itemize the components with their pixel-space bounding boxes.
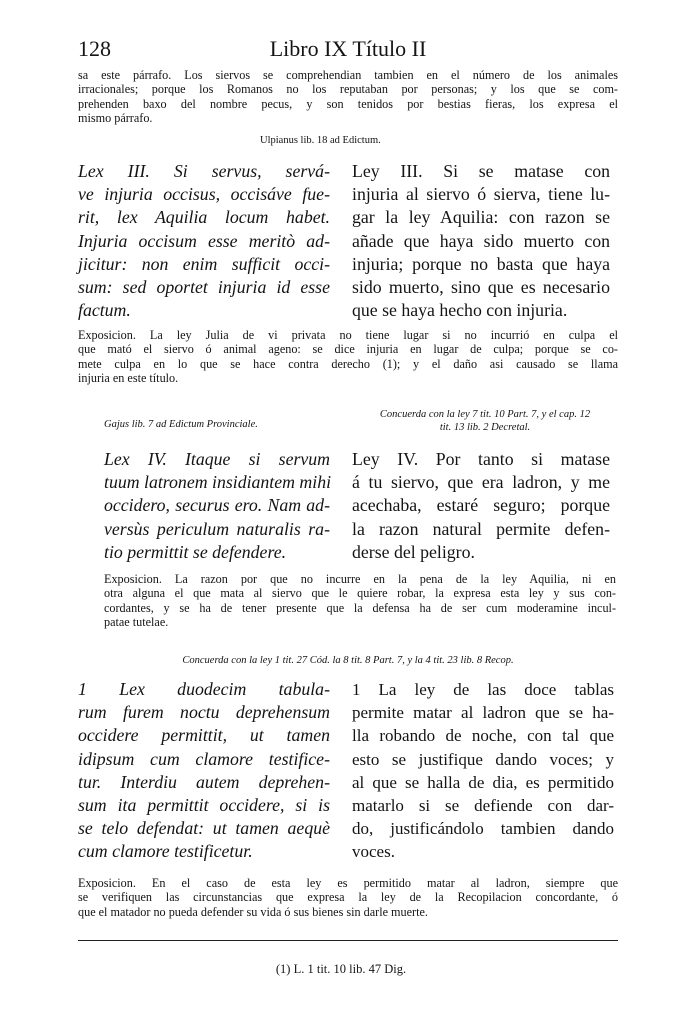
spanish-line: do, justificándolo tambien dando [352, 819, 614, 839]
ley-3-spanish [352, 160, 610, 322]
spanish-line: gar la ley Aquilia: con razon se [352, 207, 610, 228]
spanish-line: 1 La ley de las doce tablas [352, 680, 614, 699]
latin-line: ve injuria occisus, occisáve fue- [78, 184, 330, 205]
latin-line: versùs periculum naturalis ra- [104, 518, 330, 539]
running-title: Libro IX Título II [269, 36, 427, 61]
latin-line: occidero, securus ero. Nam ad- [104, 495, 330, 516]
paragraph-1-latin [78, 678, 330, 864]
concuerda-line: Concuerda con la ley 7 tit. 10 Part. 7, y el cap. 12 [379, 409, 591, 420]
latin-line: se telo defendat: ut tamen aequè [78, 818, 330, 839]
intro-line: irracionales; porque los Romanos no los reputaban por personas; y los que se com- [78, 82, 618, 97]
citation-ulpianus: Ulpianus lib. 18 ad Edictum. [260, 135, 381, 146]
spanish-line: voces. [352, 842, 395, 862]
exposicion-line: injuria en este título. [78, 371, 179, 386]
exposicion-line: que mató el siervo ó animal ageno: se dice injuria en lugar de culpa; porque se co- [78, 342, 618, 357]
latin-line: rum furem noctu deprehensum [78, 702, 330, 723]
exposicion-line: Exposicion. En el caso de esta ley es permitido matar al ladron, siempre que [78, 876, 618, 890]
paragraph-1-spanish [352, 678, 614, 864]
citation-gajus: Gajus lib. 7 ad Edictum Provinciale. [104, 419, 258, 430]
latin-line: Lex III. Si servus, servá- [78, 161, 330, 181]
spanish-line: añade que haya sido muerto con [352, 230, 610, 251]
spanish-line: esto se justifique dando voces; y [352, 749, 614, 769]
footnote: (1) L. 1 tit. 10 lib. 47 Dig. [275, 962, 407, 976]
spanish-line: acechaba, estaré seguro; porque [352, 495, 610, 516]
latin-line: rit, lex Aquilia locum habet. [78, 207, 330, 228]
intro-paragraph [78, 68, 618, 126]
intro-line: mismo párrafo. [78, 111, 153, 126]
spanish-line: Ley IV. Por tanto si matase [352, 449, 610, 469]
spanish-line: lla robando de noche, con tal que [352, 726, 614, 746]
citation-concuerda-1 [352, 408, 618, 434]
latin-line: tuum latronem insidiantem mihi [104, 472, 332, 493]
latin-line: sum ita permittit occidere, si is [78, 795, 330, 816]
latin-line: idipsum cum clamore testifice- [78, 748, 330, 769]
latin-line: occidere permittit, ut tamen [78, 725, 330, 746]
latin-line: cum clamore testificetur. [78, 841, 253, 862]
spanish-line: á tu siervo, que era ladron, y me [352, 472, 610, 493]
spanish-line: la razon natural permite defen- [352, 518, 610, 539]
latin-line: Injuria occisum esse meritò ad- [78, 230, 330, 251]
exposicion-line: Exposicion. La razon por que no incurre en la pena de la ley Aquilia, ni en [104, 572, 616, 586]
exposicion-1 [78, 328, 618, 386]
spanish-line: que se haya hecho con injuria. [352, 300, 568, 321]
concuerda-line: tit. 13 lib. 2 Decretal. [439, 422, 531, 433]
spanish-line: injuria al siervo ó sierva, tiene lu- [352, 184, 610, 205]
lex-3-latin [78, 160, 330, 322]
ley-4-spanish [352, 448, 610, 564]
latin-line: factum. [78, 300, 131, 321]
spanish-line: sido muerto, sino que es necesario [352, 277, 610, 298]
latin-line: tur. Interdiu autem deprehen- [78, 771, 330, 792]
intro-line: sa este párrafo. Los siervos se comprehendian tambien en el número de los animales [78, 68, 618, 82]
latin-line: tio permittit se defendere. [104, 541, 287, 562]
spanish-line: permite matar al ladron que se ha- [352, 703, 614, 723]
spanish-line: al que se halla de dia, es permitido [352, 772, 614, 792]
latin-line: 1 Lex duodecim tabula- [78, 679, 330, 699]
latin-line: jicitur: non enim sufficit occi- [78, 253, 330, 274]
spanish-line: matarlo si se defiende con dar- [352, 796, 614, 816]
spanish-line: Ley III. Si se matase con [352, 161, 610, 181]
exposicion-line: se verifiquen las circunstancias que expresa la ley de la Recopilacion concordante, ó [78, 890, 618, 905]
footnote-divider [78, 940, 618, 941]
citation-concuerda-2: Concuerda con la ley 1 tit. 27 Cód. la 8 tit. 8 Part. 7, y la 4 tit. 23 lib. 8 Recop. [182, 655, 514, 666]
exposicion-line: cordantes, y se ha de tener presente que la defensa ha de ser cum moderamine incul- [104, 600, 616, 615]
lex-4-latin [104, 448, 330, 564]
running-header [78, 36, 618, 62]
exposicion-line: patae tutelae. [104, 615, 169, 630]
intro-line: prehenden baxo del nombre pecus, y son tenidos por bestias fieras, los expresa el [78, 96, 618, 111]
spanish-line: derse del peligro. [352, 541, 475, 562]
exposicion-line: que el matador no pueda defender su vida ó sus bienes sin darle muerte. [78, 904, 428, 919]
exposicion-line: Exposicion. La ley Julia de vi privata no tiene lugar si no incurrió en culpa el [78, 328, 618, 342]
exposicion-line: mete culpa en lo que se hace contra derecho (1); y el daño asi causado se llama [78, 356, 618, 371]
exposicion-3 [78, 876, 618, 919]
latin-line: sum: sed oportet injuria id esse [78, 277, 330, 298]
exposicion-2 [104, 572, 616, 630]
spanish-line: injuria; porque no basta que haya [352, 253, 610, 274]
exposicion-line: otra alguna el que mata al siervo que le quiere robar, la expresa esta ley y sus con- [104, 586, 616, 601]
latin-line: Lex IV. Itaque si servum [104, 449, 330, 469]
page-number: 128 [78, 36, 111, 61]
